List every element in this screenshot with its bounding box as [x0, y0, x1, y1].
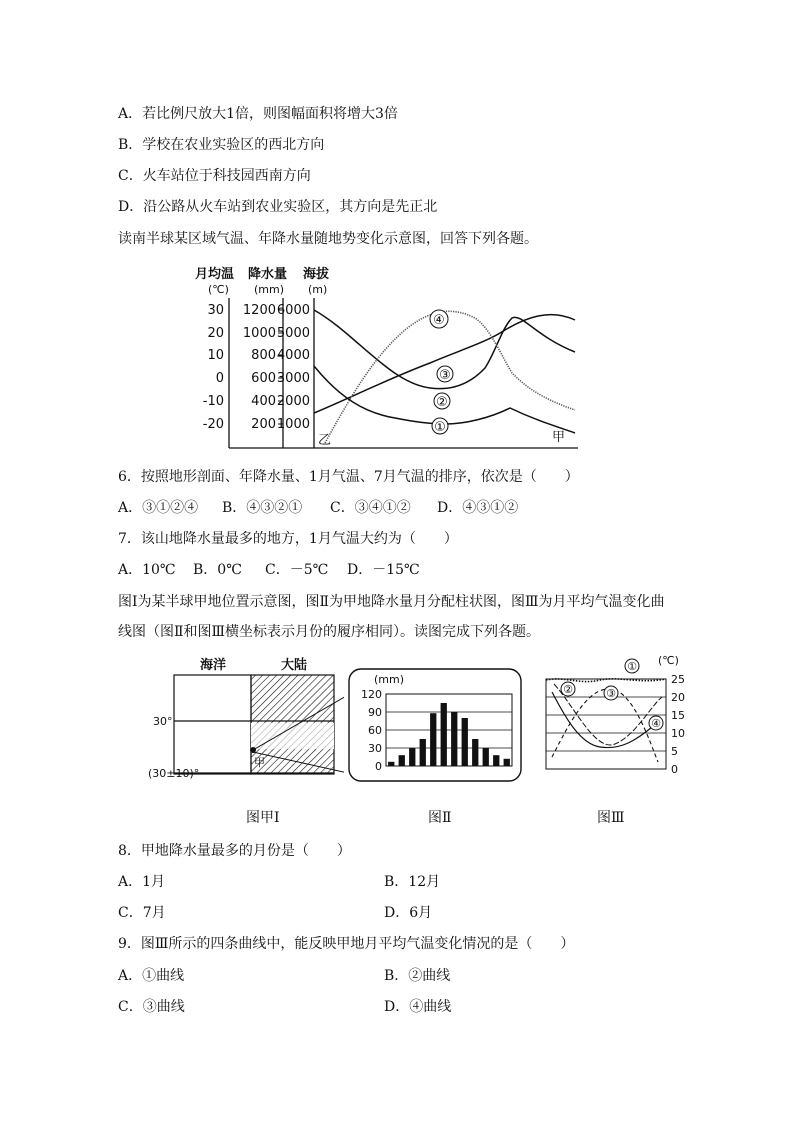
fig2-y-tick: 120: [361, 688, 382, 701]
q9-option-b: B．②曲线: [384, 968, 451, 984]
curve-label-3: ③: [439, 368, 451, 383]
precip-bar: [388, 762, 394, 766]
axis-title-temp: 月均温: [195, 267, 235, 282]
temp-tick: 30: [207, 303, 224, 318]
intro-text-2a: 图Ⅰ为某半球甲地位置示意图，图Ⅱ为甲地降水量月分配柱状图，图Ⅲ为月平均气温变化曲: [118, 594, 665, 610]
q6-option-d: D．④③①②: [437, 500, 519, 516]
land-label: 大陆: [281, 658, 308, 673]
q8-option-a: A．1月: [118, 874, 166, 890]
precip-tick: 1000: [242, 326, 276, 341]
precip-bar: [451, 712, 457, 766]
q8-option-d: D．6月: [384, 905, 433, 921]
option-prev-c: C．火车站位于科技园西南方向: [118, 168, 311, 184]
precip-bar: [483, 748, 489, 766]
axis-title-elev: 海拔: [303, 267, 330, 282]
precip-bar: [430, 713, 436, 766]
temp-tick: 0: [215, 371, 224, 386]
precip-bar: [399, 755, 405, 766]
question-6-stem: 6．按照地形剖面、年降水量、1月气温、7月气温的排序，依次是（ ）: [118, 469, 579, 485]
curve-label-1: ①: [434, 420, 446, 435]
elev-ticks: [277, 303, 310, 432]
q8-option-b: B．12月: [384, 874, 441, 890]
q7-option-c: C．－5℃: [265, 562, 329, 578]
fig2-y-tick: 0: [375, 760, 382, 773]
left-end-label: 乙: [318, 433, 332, 448]
curve-label-4: ④: [433, 313, 445, 328]
precip-tick: 800: [251, 348, 276, 363]
elev-tick: 5000: [276, 326, 310, 341]
q9-option-d: D．④曲线: [384, 999, 452, 1015]
q7-option-d: D．－15℃: [347, 562, 420, 578]
elev-tick: 1000: [276, 417, 310, 432]
fig2-caption: 图Ⅱ: [428, 810, 452, 826]
fig2-y-tick: 60: [368, 724, 382, 737]
precip-bar: [409, 748, 415, 766]
precip-bar: [493, 755, 499, 766]
temp-ticks: [203, 303, 224, 432]
precip-bar: [472, 739, 478, 766]
right-end-label: 甲: [552, 430, 566, 445]
q6-option-a: A．③①②④: [118, 500, 199, 516]
fig3-y-tick: 15: [671, 709, 685, 722]
axis-title-precip: 降水量: [248, 267, 288, 282]
precip-tick: 200: [251, 417, 276, 432]
precip-tick: 600: [251, 371, 276, 386]
option-prev-a: A．若比例尺放大1倍，则图幅面积将增大3倍: [118, 106, 398, 122]
precip-bar: [420, 739, 426, 766]
fig3-y-tick: 0: [671, 763, 678, 776]
q6-option-b: B．④③②①: [222, 500, 303, 516]
lat-label-30: 30°: [153, 715, 173, 728]
elev-tick: 3000: [276, 371, 310, 386]
question-7-stem: 7．该山地降水量最多的地方，1月气温大约为（ ）: [118, 531, 458, 547]
question-8-stem: 8．甲地降水量最多的月份是（ ）: [118, 843, 351, 859]
option-prev-b: B．学校在农业实验区的西北方向: [118, 137, 325, 153]
fig3-y-tick: 5: [671, 745, 678, 758]
fig3-curve-label-1: ①: [627, 660, 637, 673]
q7-option-b: B．0℃: [193, 562, 242, 578]
fig3-curve-label-2: ②: [563, 683, 573, 696]
figure-3-temp-curves: [540, 652, 690, 782]
q9-option-c: C．③曲线: [118, 999, 185, 1015]
question-9-stem: 9．图Ⅲ所示的四条曲线中，能反映甲地月平均气温变化情况的是（ ）: [118, 936, 575, 952]
axis-unit-elev: (m): [308, 283, 328, 296]
fig3-y-tick: 20: [671, 691, 685, 704]
precip-tick: 1200: [242, 303, 276, 318]
temp-tick: -20: [202, 417, 224, 432]
fig2-y-tick: 90: [368, 706, 382, 719]
fig3-caption: 图Ⅲ: [597, 810, 625, 826]
figure-2-precip-bar-chart: [344, 667, 524, 785]
fig3-y-ticks: [671, 673, 685, 776]
point-jia-label: 甲: [254, 756, 265, 769]
q9-option-a: A．①曲线: [118, 968, 185, 984]
fig3-curve-2: [552, 692, 658, 748]
q8-option-c: C．7月: [118, 905, 166, 921]
figure-1-location-map: [148, 655, 344, 780]
intro-text-1: 读南半球某区域气温、年降水量随地势变化示意图，回答下列各题。: [118, 231, 538, 247]
elev-tick: 2000: [276, 394, 310, 409]
precip-bar: [504, 759, 510, 766]
temp-tick: 20: [207, 326, 224, 341]
fig1-caption: 图甲Ⅰ: [246, 810, 280, 826]
precip-bar: [441, 703, 447, 766]
fig3-unit: (℃): [658, 654, 679, 667]
option-prev-d: D．沿公路从火车站到农业实验区，其方向是先正北: [118, 199, 438, 215]
fig2-unit: (mm): [374, 673, 405, 686]
axis-unit-temp: (℃): [208, 283, 229, 296]
temp-tick: -10: [202, 394, 224, 409]
q6-option-c: C．③④①②: [330, 500, 411, 516]
curve-label-2: ②: [436, 395, 448, 410]
intro-text-2b: 线图（图Ⅱ和图Ⅲ横坐标表示月份的履序相同）。读图完成下列各题。: [118, 624, 541, 640]
ocean-label: 海洋: [200, 658, 227, 673]
precip-bar: [462, 718, 468, 766]
fig3-curve-label-4: ④: [651, 717, 661, 730]
temp-tick: 10: [207, 348, 224, 363]
fig2-y-tick: 30: [368, 742, 382, 755]
q7-option-a: A．10℃: [118, 562, 176, 578]
elev-tick: 6000: [276, 303, 310, 318]
elev-tick: 4000: [276, 348, 310, 363]
fig3-y-tick: 25: [671, 673, 685, 686]
precip-tick: 400: [251, 394, 276, 409]
elevation-profile-chart: [190, 258, 590, 454]
axis-unit-precip: (mm): [254, 283, 285, 296]
lat-label-30-10: (30±10)°: [148, 767, 200, 780]
fig3-y-tick: 10: [671, 727, 685, 740]
precip-ticks: [243, 303, 283, 432]
fig3-curve-label-3: ③: [606, 687, 616, 700]
